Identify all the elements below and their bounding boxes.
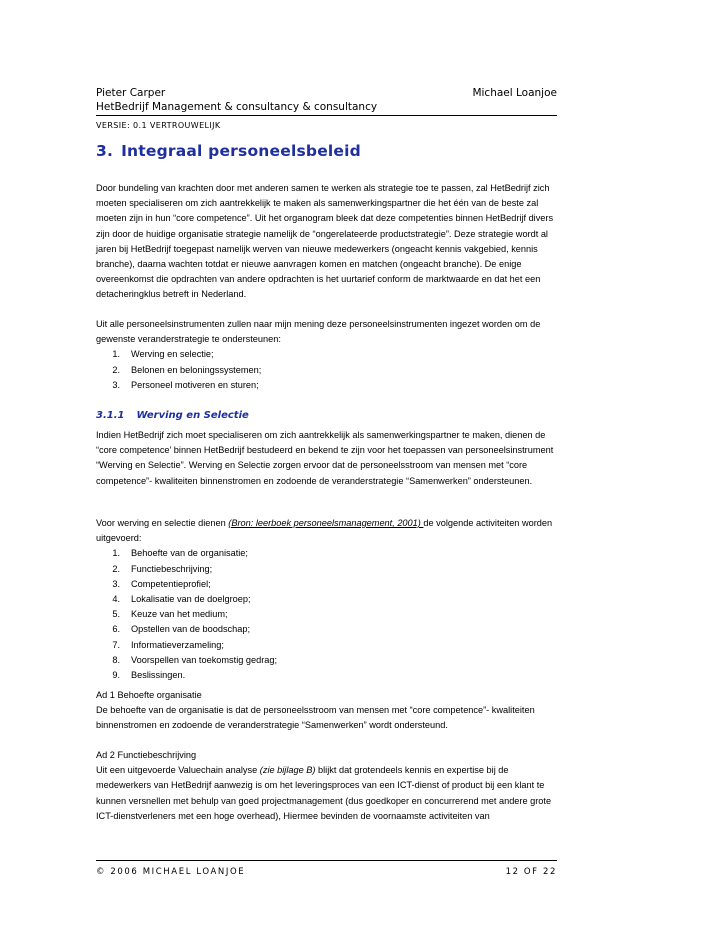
list-number: 2. <box>112 563 120 574</box>
list-text: Beslissingen. <box>131 670 186 681</box>
footer-divider <box>96 860 557 861</box>
list-item <box>96 562 566 577</box>
list-item <box>96 347 566 362</box>
section-number: 3. <box>96 142 114 160</box>
list-text: Functiebeschrijving; <box>131 563 213 574</box>
list-number: 9. <box>112 670 120 681</box>
list-number: 3. <box>112 578 120 589</box>
ad1-block <box>96 688 566 734</box>
intro-paragraph: Door bundeling van krachten door met anderen samen te werken als strategie toe te passen, zal HetBedrijf zich moeten specialiseren om zich aantrekkelijk te maken als samenwerkingspartner die het één van de beste zal moeten zijn in hun “core competence”. Uit het organogram bleek dat deze competenties binnen HetBedrijf divers zijn door de huidige organisatie strategie namelijk de “ongerelateerde productstrategie”. Deze strategie wordt al jaren bij HetBedrijf toegepast namelijk werven van nieuwe medewerkers (ongeacht kennis vakgebied, kennis branche), daarna wachten totdat er nieuwe aanvragen komen en matchen (ongeacht branche). De enige overeenkomst die opdrachten van andere opdrachten is het uurtarief conform de marktwaarde en dat het een detacheringklus betreft in Nederland. <box>96 183 554 300</box>
footer-copyright: © 2006 MICHAEL LOANJOE <box>96 867 246 877</box>
list-number: 1. <box>112 349 120 360</box>
ad1-title: Ad 1 Behoefte organisatie <box>96 690 202 700</box>
header-version: VERSIE: 0.1 VERTROUWELIJK <box>96 121 221 130</box>
selection-paragraph-block <box>96 428 566 489</box>
selection-paragraph: Indien HetBedrijf zich moet specialiseren om zich aantrekkelijk als samenwerkingspartner te maken, dienen de “core competence’ binnen HetBedrijf bestudeerd en bekend te zijn voor het toepassen van personeelsinstrument “Werving en Selectie”. Werving en Selectie zorgen ervoor dat de personeelsstroom van mensen met “core competence”- kwaliteiten binnenstromen en zodoende de veranderstrategie “Samenwerken” ondersteunen. <box>96 430 554 486</box>
ad2-block <box>96 748 566 824</box>
instruments-block <box>96 317 566 393</box>
activities-intro <box>96 516 566 546</box>
list-item <box>96 577 566 592</box>
list-item <box>96 546 566 561</box>
list-text: Competentieprofiel; <box>131 578 211 589</box>
list-number: 1. <box>112 548 120 559</box>
section-title: Integraal personeelsbeleid <box>121 142 361 160</box>
list-text: Personeel motiveren en sturen; <box>131 379 259 390</box>
list-number: 4. <box>112 594 120 605</box>
list-text: Informatieverzameling; <box>131 639 224 650</box>
ad2-text-after: blijkt dat grotendeels kennis en expertise bij de medewerkers van HetBedrijf aanwezig is om het leveringsproces van een ICT-dienst of product bij een klant te kunnen versnellen met behulp van goed projectmanagement (dus goedkoper en concurrerend met andere grote ICT-dienstverleners met een hoge overhead), Hiermee bevinden de voornaamste activiteiten van <box>96 765 552 821</box>
section-heading <box>96 142 361 160</box>
list-text: Keuze van het medium; <box>131 609 228 620</box>
list-text: Voorspellen van toekomstig gedrag; <box>131 654 278 665</box>
list-text: Behoefte van de organisatie; <box>131 548 248 559</box>
activities-list <box>96 546 566 683</box>
subsection-title: Werving en Selectie <box>136 410 249 421</box>
list-item <box>96 653 566 668</box>
subsection-number: 3.1.1 <box>96 410 125 421</box>
list-text: Lokalisatie van de doelgroep; <box>131 594 251 605</box>
appendix-reference: (zie bijlage B) <box>259 765 316 776</box>
list-item <box>96 607 566 622</box>
list-number: 8. <box>112 654 120 665</box>
footer <box>96 867 557 877</box>
header-company: HetBedrijf Management & consultancy & consultancy <box>96 101 378 113</box>
header-divider <box>96 115 557 116</box>
list-item <box>96 592 566 607</box>
list-number: 2. <box>112 364 120 375</box>
list-item <box>96 622 566 637</box>
intro-block <box>96 181 566 303</box>
list-item <box>96 378 566 393</box>
list-text: Werving en selectie; <box>131 349 214 360</box>
list-item <box>96 638 566 653</box>
instruments-list <box>96 347 566 393</box>
intro-paragraph: Uit alle personeelsinstrumenten zullen naar mijn mening deze personeelsinstrumenten ingezet worden om de gewenste veranderstrategie te ondersteunen: <box>96 319 541 345</box>
list-number: 7. <box>112 639 120 650</box>
header-authors <box>96 87 557 99</box>
list-item <box>96 363 566 378</box>
activities-intro-before: Voor werving en selectie dienen <box>96 518 229 528</box>
list-item <box>96 668 566 683</box>
ad1-text: De behoefte van de organisatie is dat de personeelsstroom van mensen met “core competence”- kwaliteiten binnenstromen en zodoende de veranderstrategie “Samenwerken” wordt ondersteund. <box>96 705 535 731</box>
list-number: 3. <box>112 379 120 390</box>
header-author-left: Pieter Carper <box>96 87 166 99</box>
list-number: 5. <box>112 609 120 620</box>
activities-intro-after: de volgende activiteiten worden uitgevoerd: <box>96 518 553 544</box>
list-number: 6. <box>112 624 120 635</box>
ad2-title: Ad 2 Functiebeschrijving <box>96 750 197 760</box>
list-text: Opstellen van de boodschap; <box>131 624 251 635</box>
source-reference: (Bron: leerboek personeelsmanagement, 2001) <box>228 518 424 528</box>
footer-page-number: 12 OF 22 <box>505 867 557 877</box>
list-text: Belonen en beloningssystemen; <box>131 364 262 375</box>
activities-block <box>96 516 566 683</box>
ad2-text <box>96 763 566 824</box>
subsection-heading <box>96 410 249 421</box>
header-author-right: Michael Loanjoe <box>472 87 557 99</box>
ad2-text-before: Uit een uitgevoerde Valuechain analyse <box>96 765 260 776</box>
